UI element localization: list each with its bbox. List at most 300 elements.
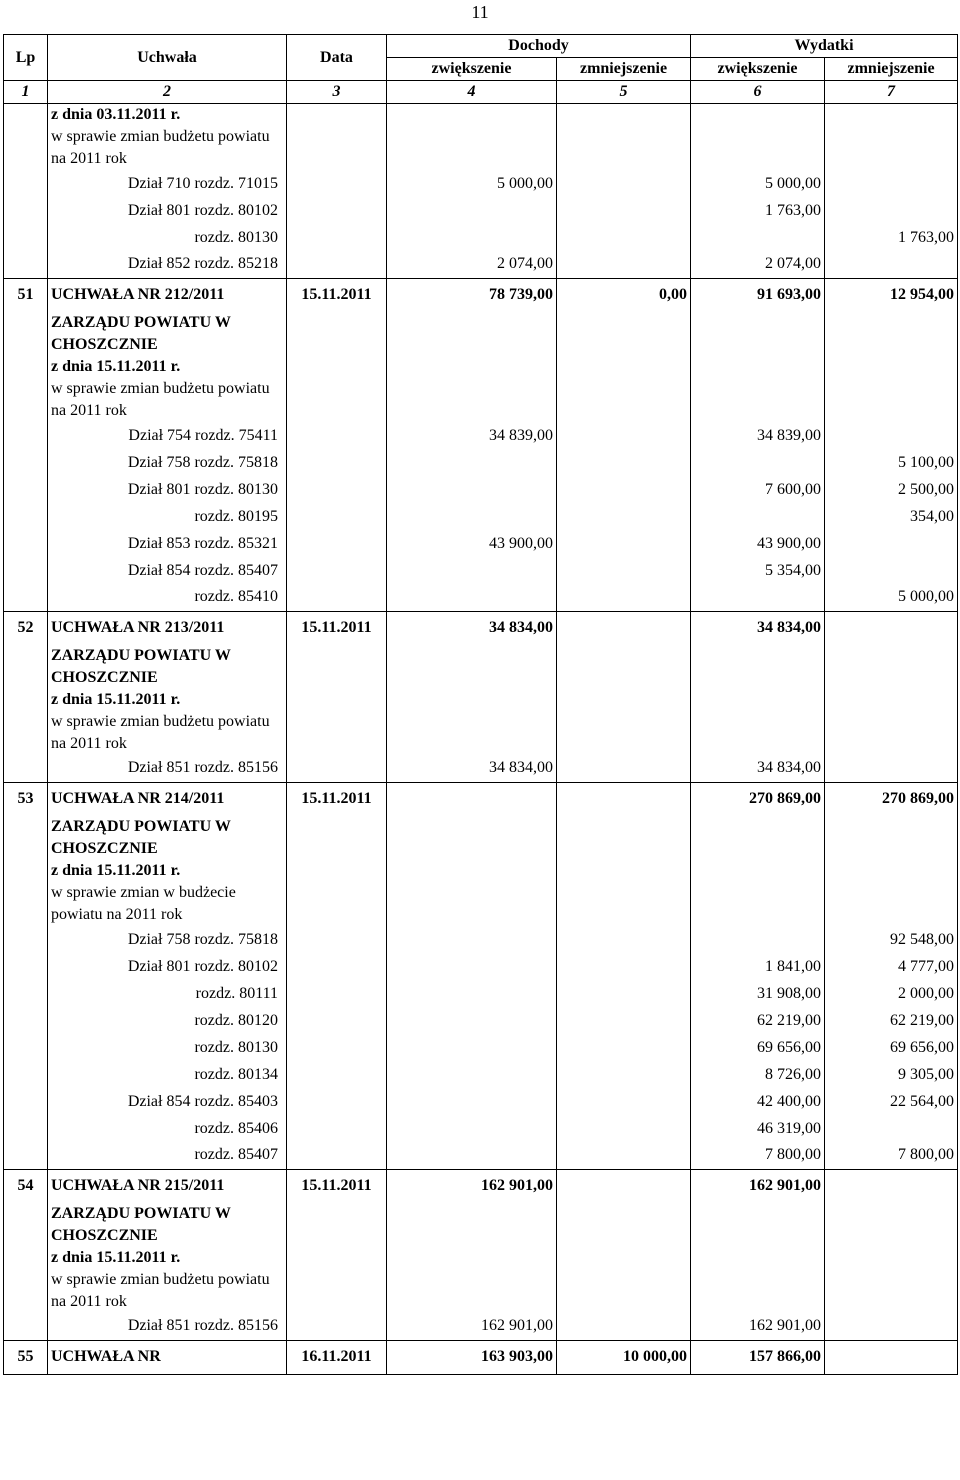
amount-col-6: 31 908,00 bbox=[691, 980, 825, 1007]
date-cell bbox=[287, 980, 387, 1007]
amount-col-4 bbox=[387, 197, 557, 224]
date-cell bbox=[287, 1034, 387, 1061]
resolution-title: UCHWAŁA NR 213/2011 bbox=[48, 611, 287, 645]
col-num-1: 1 bbox=[4, 81, 48, 104]
section-label: Dział 710 rozdz. 71015 bbox=[48, 170, 287, 197]
amount-col-7 bbox=[825, 1340, 958, 1374]
date-cell bbox=[287, 1269, 387, 1313]
amount-col-4 bbox=[387, 1203, 557, 1247]
lp-cell bbox=[4, 1313, 48, 1340]
header-data: Data bbox=[287, 35, 387, 81]
amount-col-6: 91 693,00 bbox=[691, 278, 825, 312]
amount-col-6 bbox=[691, 860, 825, 882]
col-num-4: 4 bbox=[387, 81, 557, 104]
amount-col-7 bbox=[825, 755, 958, 782]
date-cell bbox=[287, 530, 387, 557]
date-cell bbox=[287, 755, 387, 782]
table-row bbox=[4, 755, 958, 782]
amount-col-4 bbox=[387, 1061, 557, 1088]
amount-col-6: 46 319,00 bbox=[691, 1115, 825, 1142]
amount-col-4 bbox=[387, 1269, 557, 1313]
date-cell bbox=[287, 953, 387, 980]
lp-cell bbox=[4, 197, 48, 224]
amount-col-6 bbox=[691, 449, 825, 476]
resolution-title: UCHWAŁA NR bbox=[48, 1340, 287, 1374]
amount-col-7: 7 800,00 bbox=[825, 1142, 958, 1169]
section-label: Dział 754 rozdz. 75411 bbox=[48, 422, 287, 449]
amount-col-5 bbox=[557, 378, 691, 422]
date-cell bbox=[287, 711, 387, 755]
amount-col-6: 5 354,00 bbox=[691, 557, 825, 584]
date-cell bbox=[287, 1313, 387, 1340]
amount-col-6: 157 866,00 bbox=[691, 1340, 825, 1374]
amount-col-5 bbox=[557, 782, 691, 816]
amount-col-5 bbox=[557, 312, 691, 356]
amount-col-5 bbox=[557, 251, 691, 278]
amount-col-4 bbox=[387, 557, 557, 584]
amount-col-6: 270 869,00 bbox=[691, 782, 825, 816]
lp-cell bbox=[4, 530, 48, 557]
table-row bbox=[4, 557, 958, 584]
amount-col-5 bbox=[557, 980, 691, 1007]
table-row bbox=[4, 711, 958, 755]
amount-col-5 bbox=[557, 356, 691, 378]
amount-col-6 bbox=[691, 224, 825, 251]
amount-col-7: 62 219,00 bbox=[825, 1007, 958, 1034]
amount-col-6: 5 000,00 bbox=[691, 170, 825, 197]
lp-cell bbox=[4, 645, 48, 689]
resolution-text: w sprawie zmian budżetu powiatu na 2011 rok bbox=[48, 126, 287, 170]
col-num-2: 2 bbox=[48, 81, 287, 104]
lp-cell bbox=[4, 503, 48, 530]
amount-col-6: 43 900,00 bbox=[691, 530, 825, 557]
section-label: Dział 801 rozdz. 80102 bbox=[48, 953, 287, 980]
lp-cell bbox=[4, 170, 48, 197]
amount-col-6 bbox=[691, 356, 825, 378]
section-label: Dział 854 rozdz. 85407 bbox=[48, 557, 287, 584]
amount-col-4 bbox=[387, 584, 557, 611]
resolution-text: ZARZĄDU POWIATU W CHOSZCZNIE bbox=[48, 645, 287, 689]
date-cell bbox=[287, 1142, 387, 1169]
table-row bbox=[4, 816, 958, 860]
lp-cell bbox=[4, 711, 48, 755]
amount-col-5 bbox=[557, 126, 691, 170]
budget-table bbox=[3, 34, 958, 1375]
amount-col-5 bbox=[557, 1115, 691, 1142]
header-wydatki-zmniejszenie: zmniejszenie bbox=[825, 58, 958, 81]
amount-col-7: 354,00 bbox=[825, 503, 958, 530]
amount-col-5 bbox=[557, 689, 691, 711]
lp-cell bbox=[4, 1142, 48, 1169]
date-cell bbox=[287, 422, 387, 449]
lp-cell bbox=[4, 1115, 48, 1142]
amount-col-7: 2 500,00 bbox=[825, 476, 958, 503]
amount-col-6 bbox=[691, 378, 825, 422]
amount-col-7 bbox=[825, 126, 958, 170]
table-row bbox=[4, 449, 958, 476]
amount-col-5 bbox=[557, 1061, 691, 1088]
amount-col-6: 42 400,00 bbox=[691, 1088, 825, 1115]
section-label: rozdz. 80130 bbox=[48, 1034, 287, 1061]
lp-cell bbox=[4, 860, 48, 882]
col-num-5: 5 bbox=[557, 81, 691, 104]
header-wydatki: Wydatki bbox=[691, 35, 958, 58]
amount-col-5 bbox=[557, 1007, 691, 1034]
amount-col-4 bbox=[387, 689, 557, 711]
amount-col-7: 5 100,00 bbox=[825, 449, 958, 476]
amount-col-6: 7 600,00 bbox=[691, 476, 825, 503]
date-cell: 16.11.2011 bbox=[287, 1340, 387, 1374]
amount-col-4 bbox=[387, 1142, 557, 1169]
section-label: Dział 801 rozdz. 80130 bbox=[48, 476, 287, 503]
amount-col-7 bbox=[825, 251, 958, 278]
resolution-text: z dnia 15.11.2011 r. bbox=[48, 860, 287, 882]
amount-col-6: 162 901,00 bbox=[691, 1169, 825, 1203]
lp-cell bbox=[4, 584, 48, 611]
lp-cell bbox=[4, 449, 48, 476]
amount-col-7 bbox=[825, 378, 958, 422]
resolution-text: w sprawie zmian w budżecie powiatu na 2011 rok bbox=[48, 882, 287, 926]
amount-col-4 bbox=[387, 1247, 557, 1269]
amount-col-7: 9 305,00 bbox=[825, 1061, 958, 1088]
amount-col-6 bbox=[691, 926, 825, 953]
table-row bbox=[4, 126, 958, 170]
section-label: rozdz. 85407 bbox=[48, 1142, 287, 1169]
date-cell bbox=[287, 1088, 387, 1115]
amount-col-6 bbox=[691, 1203, 825, 1247]
table-row bbox=[4, 1007, 958, 1034]
table-row bbox=[4, 530, 958, 557]
amount-col-5 bbox=[557, 860, 691, 882]
table-row bbox=[4, 422, 958, 449]
amount-col-5 bbox=[557, 503, 691, 530]
amount-col-6: 34 834,00 bbox=[691, 755, 825, 782]
amount-col-5 bbox=[557, 611, 691, 645]
lp-cell bbox=[4, 224, 48, 251]
col-num-6: 6 bbox=[691, 81, 825, 104]
amount-col-7: 5 000,00 bbox=[825, 584, 958, 611]
amount-col-7 bbox=[825, 689, 958, 711]
amount-col-4: 34 834,00 bbox=[387, 611, 557, 645]
amount-col-5 bbox=[557, 1203, 691, 1247]
amount-col-6 bbox=[691, 584, 825, 611]
amount-col-7 bbox=[825, 312, 958, 356]
resolution-text: ZARZĄDU POWIATU W CHOSZCZNIE bbox=[48, 816, 287, 860]
date-cell bbox=[287, 926, 387, 953]
amount-col-7 bbox=[825, 1115, 958, 1142]
table-row bbox=[4, 782, 958, 816]
date-cell bbox=[287, 645, 387, 689]
lp-cell: 55 bbox=[4, 1340, 48, 1374]
header-dochody-zwiekszenie: zwiększenie bbox=[387, 58, 557, 81]
amount-col-5 bbox=[557, 557, 691, 584]
section-label: rozdz. 80120 bbox=[48, 1007, 287, 1034]
amount-col-6: 34 834,00 bbox=[691, 611, 825, 645]
table-row bbox=[4, 251, 958, 278]
date-cell bbox=[287, 251, 387, 278]
table-row bbox=[4, 1169, 958, 1203]
amount-col-4: 34 834,00 bbox=[387, 755, 557, 782]
table-row bbox=[4, 882, 958, 926]
amount-col-6: 1 841,00 bbox=[691, 953, 825, 980]
lp-cell bbox=[4, 980, 48, 1007]
section-label: rozdz. 80130 bbox=[48, 224, 287, 251]
table-row bbox=[4, 611, 958, 645]
amount-col-4 bbox=[387, 1007, 557, 1034]
amount-col-7 bbox=[825, 104, 958, 127]
section-label: Dział 852 rozdz. 85218 bbox=[48, 251, 287, 278]
amount-col-7: 22 564,00 bbox=[825, 1088, 958, 1115]
date-cell bbox=[287, 476, 387, 503]
amount-col-7 bbox=[825, 1203, 958, 1247]
amount-col-4: 163 903,00 bbox=[387, 1340, 557, 1374]
amount-col-4 bbox=[387, 104, 557, 127]
date-cell bbox=[287, 356, 387, 378]
amount-col-5 bbox=[557, 584, 691, 611]
amount-col-5: 10 000,00 bbox=[557, 1340, 691, 1374]
amount-col-7 bbox=[825, 197, 958, 224]
date-cell bbox=[287, 1061, 387, 1088]
date-cell bbox=[287, 882, 387, 926]
table-row bbox=[4, 197, 958, 224]
header-dochody: Dochody bbox=[387, 35, 691, 58]
amount-col-5 bbox=[557, 449, 691, 476]
amount-col-5 bbox=[557, 170, 691, 197]
amount-col-4 bbox=[387, 782, 557, 816]
section-label: Dział 758 rozdz. 75818 bbox=[48, 926, 287, 953]
amount-col-4 bbox=[387, 503, 557, 530]
table-row bbox=[4, 503, 958, 530]
table-row bbox=[4, 1034, 958, 1061]
section-label: Dział 854 rozdz. 85403 bbox=[48, 1088, 287, 1115]
resolution-text: z dnia 15.11.2011 r. bbox=[48, 689, 287, 711]
resolution-title: UCHWAŁA NR 214/2011 bbox=[48, 782, 287, 816]
amount-col-4 bbox=[387, 224, 557, 251]
amount-col-5: 0,00 bbox=[557, 278, 691, 312]
table-body bbox=[4, 104, 958, 1375]
amount-col-7 bbox=[825, 530, 958, 557]
amount-col-6: 2 074,00 bbox=[691, 251, 825, 278]
amount-col-7: 4 777,00 bbox=[825, 953, 958, 980]
amount-col-7 bbox=[825, 356, 958, 378]
table-row bbox=[4, 1115, 958, 1142]
lp-cell bbox=[4, 1203, 48, 1247]
amount-col-4 bbox=[387, 645, 557, 689]
date-cell bbox=[287, 860, 387, 882]
section-label: rozdz. 80134 bbox=[48, 1061, 287, 1088]
header-wydatki-zwiekszenie: zwiększenie bbox=[691, 58, 825, 81]
date-cell bbox=[287, 1247, 387, 1269]
amount-col-5 bbox=[557, 422, 691, 449]
section-label: rozdz. 80111 bbox=[48, 980, 287, 1007]
lp-cell bbox=[4, 356, 48, 378]
amount-col-7: 12 954,00 bbox=[825, 278, 958, 312]
table-row bbox=[4, 1247, 958, 1269]
col-num-3: 3 bbox=[287, 81, 387, 104]
amount-col-6 bbox=[691, 645, 825, 689]
amount-col-4 bbox=[387, 1115, 557, 1142]
amount-col-4 bbox=[387, 356, 557, 378]
lp-cell bbox=[4, 104, 48, 127]
amount-col-7: 1 763,00 bbox=[825, 224, 958, 251]
table-row bbox=[4, 1088, 958, 1115]
date-cell bbox=[287, 689, 387, 711]
section-label: Dział 851 rozdz. 85156 bbox=[48, 755, 287, 782]
amount-col-7 bbox=[825, 711, 958, 755]
amount-col-5 bbox=[557, 645, 691, 689]
amount-col-4: 162 901,00 bbox=[387, 1313, 557, 1340]
amount-col-6: 62 219,00 bbox=[691, 1007, 825, 1034]
lp-cell bbox=[4, 476, 48, 503]
amount-col-4: 43 900,00 bbox=[387, 530, 557, 557]
amount-col-5 bbox=[557, 953, 691, 980]
lp-cell bbox=[4, 1269, 48, 1313]
lp-cell bbox=[4, 1007, 48, 1034]
amount-col-7: 270 869,00 bbox=[825, 782, 958, 816]
col-num-7: 7 bbox=[825, 81, 958, 104]
amount-col-4 bbox=[387, 953, 557, 980]
amount-col-6: 162 901,00 bbox=[691, 1313, 825, 1340]
lp-cell: 51 bbox=[4, 278, 48, 312]
date-cell bbox=[287, 126, 387, 170]
lp-cell bbox=[4, 1088, 48, 1115]
amount-col-4 bbox=[387, 312, 557, 356]
lp-cell bbox=[4, 378, 48, 422]
section-label: rozdz. 80195 bbox=[48, 503, 287, 530]
amount-col-6 bbox=[691, 711, 825, 755]
amount-col-4 bbox=[387, 860, 557, 882]
date-cell bbox=[287, 378, 387, 422]
resolution-text: ZARZĄDU POWIATU W CHOSZCZNIE bbox=[48, 1203, 287, 1247]
amount-col-4: 162 901,00 bbox=[387, 1169, 557, 1203]
date-cell bbox=[287, 816, 387, 860]
amount-col-6 bbox=[691, 1269, 825, 1313]
section-label: Dział 853 rozdz. 85321 bbox=[48, 530, 287, 557]
lp-cell bbox=[4, 689, 48, 711]
header-lp: Lp bbox=[4, 35, 48, 81]
header-uchwala: Uchwała bbox=[48, 35, 287, 81]
lp-cell bbox=[4, 557, 48, 584]
resolution-text: z dnia 15.11.2011 r. bbox=[48, 356, 287, 378]
amount-col-5 bbox=[557, 1088, 691, 1115]
table-row bbox=[4, 1313, 958, 1340]
amount-col-7 bbox=[825, 1247, 958, 1269]
amount-col-7 bbox=[825, 170, 958, 197]
amount-col-7 bbox=[825, 645, 958, 689]
amount-col-7 bbox=[825, 557, 958, 584]
page-number: 11 bbox=[471, 2, 489, 22]
resolution-text: w sprawie zmian budżetu powiatu na 2011 rok bbox=[48, 711, 287, 755]
table-row bbox=[4, 645, 958, 689]
amount-col-7 bbox=[825, 860, 958, 882]
section-label: Dział 801 rozdz. 80102 bbox=[48, 197, 287, 224]
amount-col-4: 34 839,00 bbox=[387, 422, 557, 449]
table-row bbox=[4, 926, 958, 953]
amount-col-7: 69 656,00 bbox=[825, 1034, 958, 1061]
amount-col-4 bbox=[387, 378, 557, 422]
amount-col-6 bbox=[691, 126, 825, 170]
amount-col-7 bbox=[825, 422, 958, 449]
resolution-text: w sprawie zmian budżetu powiatu na 2011 rok bbox=[48, 378, 287, 422]
amount-col-6 bbox=[691, 312, 825, 356]
table-row bbox=[4, 1269, 958, 1313]
amount-col-4 bbox=[387, 1034, 557, 1061]
amount-col-7 bbox=[825, 816, 958, 860]
amount-col-7 bbox=[825, 1313, 958, 1340]
header-row-top bbox=[4, 35, 958, 58]
section-label: rozdz. 85410 bbox=[48, 584, 287, 611]
amount-col-4 bbox=[387, 926, 557, 953]
date-cell bbox=[287, 170, 387, 197]
amount-col-4 bbox=[387, 816, 557, 860]
date-cell: 15.11.2011 bbox=[287, 278, 387, 312]
date-cell bbox=[287, 104, 387, 127]
date-cell bbox=[287, 1115, 387, 1142]
date-cell bbox=[287, 1203, 387, 1247]
amount-col-4 bbox=[387, 711, 557, 755]
lp-cell bbox=[4, 1061, 48, 1088]
table-row bbox=[4, 980, 958, 1007]
lp-cell bbox=[4, 1034, 48, 1061]
amount-col-5 bbox=[557, 926, 691, 953]
amount-col-5 bbox=[557, 104, 691, 127]
date-cell: 15.11.2011 bbox=[287, 782, 387, 816]
amount-col-6: 1 763,00 bbox=[691, 197, 825, 224]
table-row bbox=[4, 476, 958, 503]
lp-cell: 52 bbox=[4, 611, 48, 645]
amount-col-5 bbox=[557, 1313, 691, 1340]
date-cell: 15.11.2011 bbox=[287, 1169, 387, 1203]
amount-col-5 bbox=[557, 711, 691, 755]
resolution-text: ZARZĄDU POWIATU W CHOSZCZNIE bbox=[48, 312, 287, 356]
date-cell bbox=[287, 312, 387, 356]
amount-col-5 bbox=[557, 224, 691, 251]
date-cell: 15.11.2011 bbox=[287, 611, 387, 645]
lp-cell bbox=[4, 422, 48, 449]
lp-cell bbox=[4, 926, 48, 953]
resolution-text: w sprawie zmian budżetu powiatu na 2011 rok bbox=[48, 1269, 287, 1313]
amount-col-6 bbox=[691, 816, 825, 860]
amount-col-7 bbox=[825, 1269, 958, 1313]
amount-col-4 bbox=[387, 126, 557, 170]
resolution-title: UCHWAŁA NR 215/2011 bbox=[48, 1169, 287, 1203]
lp-cell bbox=[4, 251, 48, 278]
table-row bbox=[4, 378, 958, 422]
amount-col-6 bbox=[691, 104, 825, 127]
date-cell bbox=[287, 1007, 387, 1034]
table-row bbox=[4, 170, 958, 197]
amount-col-6: 8 726,00 bbox=[691, 1061, 825, 1088]
table-row bbox=[4, 1203, 958, 1247]
amount-col-7 bbox=[825, 882, 958, 926]
amount-col-6 bbox=[691, 1247, 825, 1269]
amount-col-4: 2 074,00 bbox=[387, 251, 557, 278]
lp-cell bbox=[4, 816, 48, 860]
section-label: Dział 851 rozdz. 85156 bbox=[48, 1313, 287, 1340]
amount-col-4 bbox=[387, 980, 557, 1007]
table-row bbox=[4, 278, 958, 312]
amount-col-7 bbox=[825, 611, 958, 645]
table-row bbox=[4, 689, 958, 711]
amount-col-6: 69 656,00 bbox=[691, 1034, 825, 1061]
amount-col-4 bbox=[387, 882, 557, 926]
amount-col-6: 34 839,00 bbox=[691, 422, 825, 449]
amount-col-5 bbox=[557, 1142, 691, 1169]
resolution-title: UCHWAŁA NR 212/2011 bbox=[48, 278, 287, 312]
amount-col-7: 92 548,00 bbox=[825, 926, 958, 953]
amount-col-5 bbox=[557, 530, 691, 557]
section-label: rozdz. 85406 bbox=[48, 1115, 287, 1142]
